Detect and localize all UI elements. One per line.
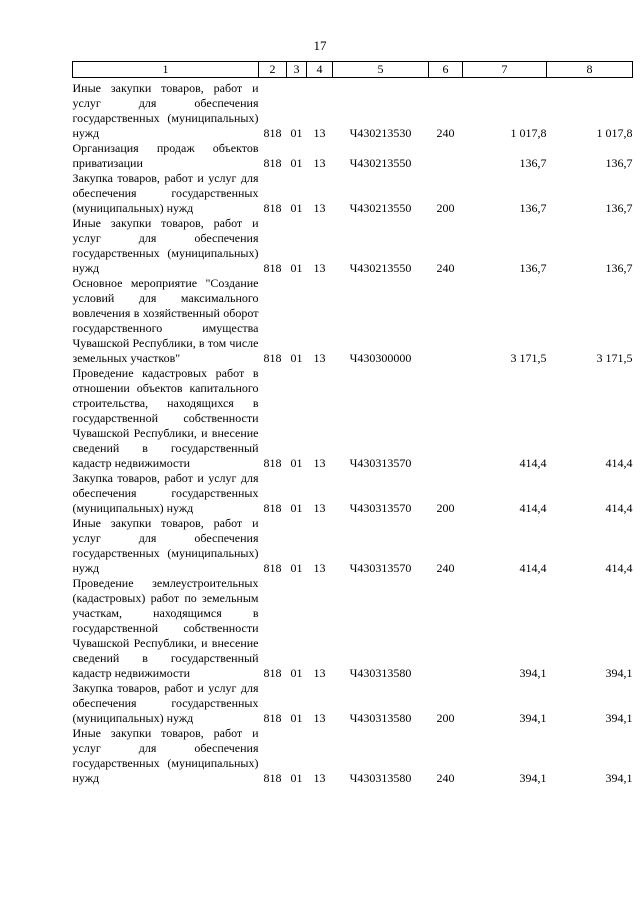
row-subsection: 13 (313, 351, 326, 365)
row-subsection: 13 (313, 201, 326, 215)
row-amount-2: 414,4 (605, 456, 633, 470)
row-expense-type: 240 (436, 261, 455, 275)
row-name: Иные закупки товаров, работ и услуг для обеспечения государственных (муниципальных) нужд (72, 81, 259, 140)
row-name: Закупка товаров, работ и услуг для обеспечения государственных (муниципальных) нужд (72, 471, 259, 515)
row-target-article: Ч430313580 (349, 666, 412, 680)
table-row (73, 516, 633, 576)
row-section: 01 (290, 711, 303, 725)
row-subsection: 13 (313, 561, 326, 575)
column-header: 4 (307, 62, 333, 78)
row-target-article: Ч430213550 (349, 201, 412, 215)
row-admin-code: 818 (263, 261, 282, 275)
row-section: 01 (290, 261, 303, 275)
row-expense-type (429, 141, 463, 171)
row-admin-code: 818 (263, 456, 282, 470)
row-target-article: Ч430313570 (349, 501, 412, 515)
row-section: 01 (290, 201, 303, 215)
row-section: 01 (290, 126, 303, 140)
row-name: Иные закупки товаров, работ и услуг для обеспечения государственных (муниципальных) нужд (72, 726, 259, 785)
row-target-article: Ч430313580 (349, 771, 412, 785)
row-admin-code: 818 (263, 501, 282, 515)
table-row (73, 366, 633, 471)
page-number: 17 (313, 38, 327, 53)
row-section: 01 (290, 771, 303, 785)
row-amount-1: 136,7 (519, 156, 547, 170)
row-admin-code: 818 (263, 126, 282, 140)
row-section: 01 (290, 456, 303, 470)
row-admin-code: 818 (263, 156, 282, 170)
row-amount-2: 136,7 (605, 261, 633, 275)
row-name: Проведение землеустроительных (кадастровых) работ по земельным участкам, находящимся в государственной собственности Чувашской Республики, и внесение сведений в государственный кадастр недвижимости (72, 576, 259, 680)
row-amount-2: 136,7 (605, 201, 633, 215)
row-expense-type (429, 366, 463, 471)
table-row (73, 576, 633, 681)
row-admin-code: 818 (263, 771, 282, 785)
row-section: 01 (290, 666, 303, 680)
row-name: Организация продаж объектов приватизации (72, 141, 259, 170)
row-amount-2: 136,7 (605, 156, 633, 170)
row-section: 01 (290, 351, 303, 365)
row-subsection: 13 (313, 456, 326, 470)
row-target-article: Ч430313580 (349, 711, 412, 725)
column-header: 1 (73, 62, 259, 78)
row-amount-2: 394,1 (605, 771, 633, 785)
row-amount-2: 1 017,8 (596, 126, 633, 140)
row-expense-type: 200 (436, 501, 455, 515)
table-row (73, 216, 633, 276)
row-subsection: 13 (313, 126, 326, 140)
row-name: Закупка товаров, работ и услуг для обеспечения государственных (муниципальных) нужд (72, 171, 259, 215)
row-name: Проведение кадастровых работ в отношении объектов капитального строительства, находящихся в государственной собственности Чувашской Республики, и внесение сведений в государственный кадастр недвижимости (72, 366, 259, 470)
row-target-article: Ч430313570 (349, 561, 412, 575)
row-target-article: Ч430213530 (349, 126, 412, 140)
row-expense-type: 200 (436, 201, 455, 215)
row-amount-1: 136,7 (519, 201, 547, 215)
row-subsection: 13 (313, 711, 326, 725)
table-row (73, 276, 633, 366)
row-amount-1: 414,4 (519, 456, 547, 470)
row-target-article: Ч430213550 (349, 261, 412, 275)
row-name: Иные закупки товаров, работ и услуг для обеспечения государственных (муниципальных) нужд (72, 516, 259, 575)
row-admin-code: 818 (263, 711, 282, 725)
column-header: 7 (463, 62, 547, 78)
column-header: 3 (287, 62, 307, 78)
row-admin-code: 818 (263, 201, 282, 215)
row-target-article: Ч430213550 (349, 156, 412, 170)
budget-table (72, 61, 633, 786)
table-body (73, 78, 633, 787)
row-subsection: 13 (313, 156, 326, 170)
row-name: Закупка товаров, работ и услуг для обеспечения государственных (муниципальных) нужд (72, 681, 259, 725)
row-expense-type: 240 (436, 771, 455, 785)
table-row (73, 471, 633, 516)
row-section: 01 (290, 501, 303, 515)
row-name: Основное мероприятие "Создание условий для максимального вовлечения в хозяйственный оборот государственного имущества Чувашской Республики, в том числе земельных участков" (72, 276, 259, 365)
row-amount-1: 3 171,5 (510, 351, 547, 365)
column-header: 5 (333, 62, 429, 78)
row-expense-type: 240 (436, 126, 455, 140)
row-subsection: 13 (313, 666, 326, 680)
row-name: Иные закупки товаров, работ и услуг для обеспечения государственных (муниципальных) нужд (72, 216, 259, 275)
row-subsection: 13 (313, 771, 326, 785)
row-amount-1: 394,1 (519, 771, 547, 785)
row-target-article: Ч430313570 (349, 456, 412, 470)
row-expense-type (429, 276, 463, 366)
row-expense-type (429, 576, 463, 681)
row-admin-code: 818 (263, 666, 282, 680)
row-amount-2: 414,4 (605, 561, 633, 575)
row-amount-2: 3 171,5 (596, 351, 633, 365)
row-amount-1: 394,1 (519, 666, 547, 680)
row-section: 01 (290, 156, 303, 170)
table-header (73, 62, 633, 78)
column-header: 8 (547, 62, 633, 78)
table-row (73, 81, 633, 141)
row-expense-type: 240 (436, 561, 455, 575)
row-amount-2: 394,1 (605, 711, 633, 725)
row-admin-code: 818 (263, 561, 282, 575)
row-amount-1: 136,7 (519, 261, 547, 275)
row-target-article: Ч430300000 (349, 351, 412, 365)
row-amount-1: 394,1 (519, 711, 547, 725)
row-amount-1: 414,4 (519, 501, 547, 515)
table-row (73, 171, 633, 216)
table-row (73, 141, 633, 171)
row-section: 01 (290, 561, 303, 575)
row-amount-1: 414,4 (519, 561, 547, 575)
column-header: 2 (259, 62, 287, 78)
row-subsection: 13 (313, 501, 326, 515)
table-row (73, 681, 633, 726)
row-expense-type: 200 (436, 711, 455, 725)
column-header: 6 (429, 62, 463, 78)
row-amount-2: 394,1 (605, 666, 633, 680)
row-amount-2: 414,4 (605, 501, 633, 515)
row-amount-1: 1 017,8 (510, 126, 547, 140)
row-subsection: 13 (313, 261, 326, 275)
row-admin-code: 818 (263, 351, 282, 365)
table-row (73, 726, 633, 786)
